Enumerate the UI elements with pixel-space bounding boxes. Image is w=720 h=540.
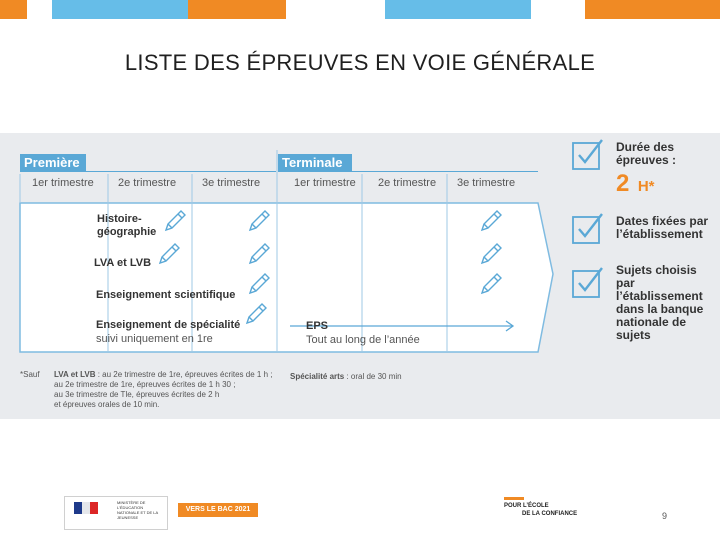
pencil-icon [478,241,504,267]
trimester-label: 3e trimestre [457,177,516,189]
logo-bracket [504,497,524,500]
ministry-logo [64,496,168,530]
note-line-1 [54,370,274,380]
page-title: LISTE DES ÉPREUVES EN VOIE GÉNÉRALE [124,50,596,75]
header-premiere: Première [20,154,86,171]
row-label-lva-lvb: LVA et LVB [94,257,152,269]
row-label-eps: EPS [306,320,329,332]
note-lva-block [54,370,274,410]
trimester-label: 2e trimestre [118,177,177,189]
duree-title: Durée des épreuves : [616,140,677,167]
pencil-icon [478,271,504,297]
row-label-enseignement-specialite: Enseignement de spécialité [96,319,241,331]
pencil-icon [246,241,272,267]
row-label-histoire-geographie: Histoire- géographie [97,213,157,238]
note-line-4: et épreuves orales de 10 min. [54,400,160,409]
pencil-icon [162,208,188,234]
note-line-2: au 2e trimestre de 1re, épreuves écrites de 1 h 30 ; [54,380,236,389]
logo-line-2: DE LA CONFIANCE [522,511,578,517]
note-specialite-arts [290,372,402,382]
duree-value-block [616,170,654,198]
pencil-icon [156,241,182,267]
note-specialite-text: : oral de 30 min [344,372,402,381]
note-specialite-bold: Spécialité arts [290,372,345,381]
page-number: 9 [662,511,668,521]
pencil-icon [246,208,272,234]
logo-line-1: POUR L’ÉCOLE [504,503,549,509]
republique-francaise-icon [68,500,104,525]
row-label-enseignement-scientifique: Enseignement scientifique [96,289,236,301]
trimester-label: 3e trimestre [202,177,261,189]
note-line-3: au 3e trimestre de Tle, épreuves écrites de 2 h [54,390,220,399]
note-seuf: *Sauf [20,370,40,379]
trimester-label: 2e trimestre [378,177,437,189]
row-sublabel-eps: Tout au long de l’année [306,334,420,346]
sujets-text: Sujets choisis par l’établissement dans la banque nationale de sujets [616,263,704,342]
duree-value: 2 [616,170,630,197]
bac-badge: VERS LE BAC 2021 [178,503,258,517]
note-lva-text: : au 2e trimestre de 1re, épreuves écrites de 1 h ; [95,370,273,379]
ecole-confiance-logo [504,497,594,525]
trimester-label: 1er trimestre [32,177,94,189]
ministry-name: MINISTÈRE DE L’ÉDUCATION NATIONALE ET DE LA JEUNESSE [117,500,158,520]
note-lva-bold: LVA et LVB [54,370,96,379]
pencil-icon [246,271,272,297]
row-sublabel-specialite: suivi uniquement en 1re [96,333,213,345]
note-footnote [20,370,40,380]
pencil-icon [243,301,269,327]
checkbox-checked-icon [571,265,605,299]
trimester-label: 1er trimestre [294,177,356,189]
checkbox-checked-icon [571,211,605,245]
header-terminale: Terminale [278,154,352,171]
duree-unit: H* [637,178,655,195]
dates-fixees-text: Dates fixées par l’établissement [616,214,709,241]
checkbox-checked-icon [571,137,605,171]
pencil-icon [478,208,504,234]
